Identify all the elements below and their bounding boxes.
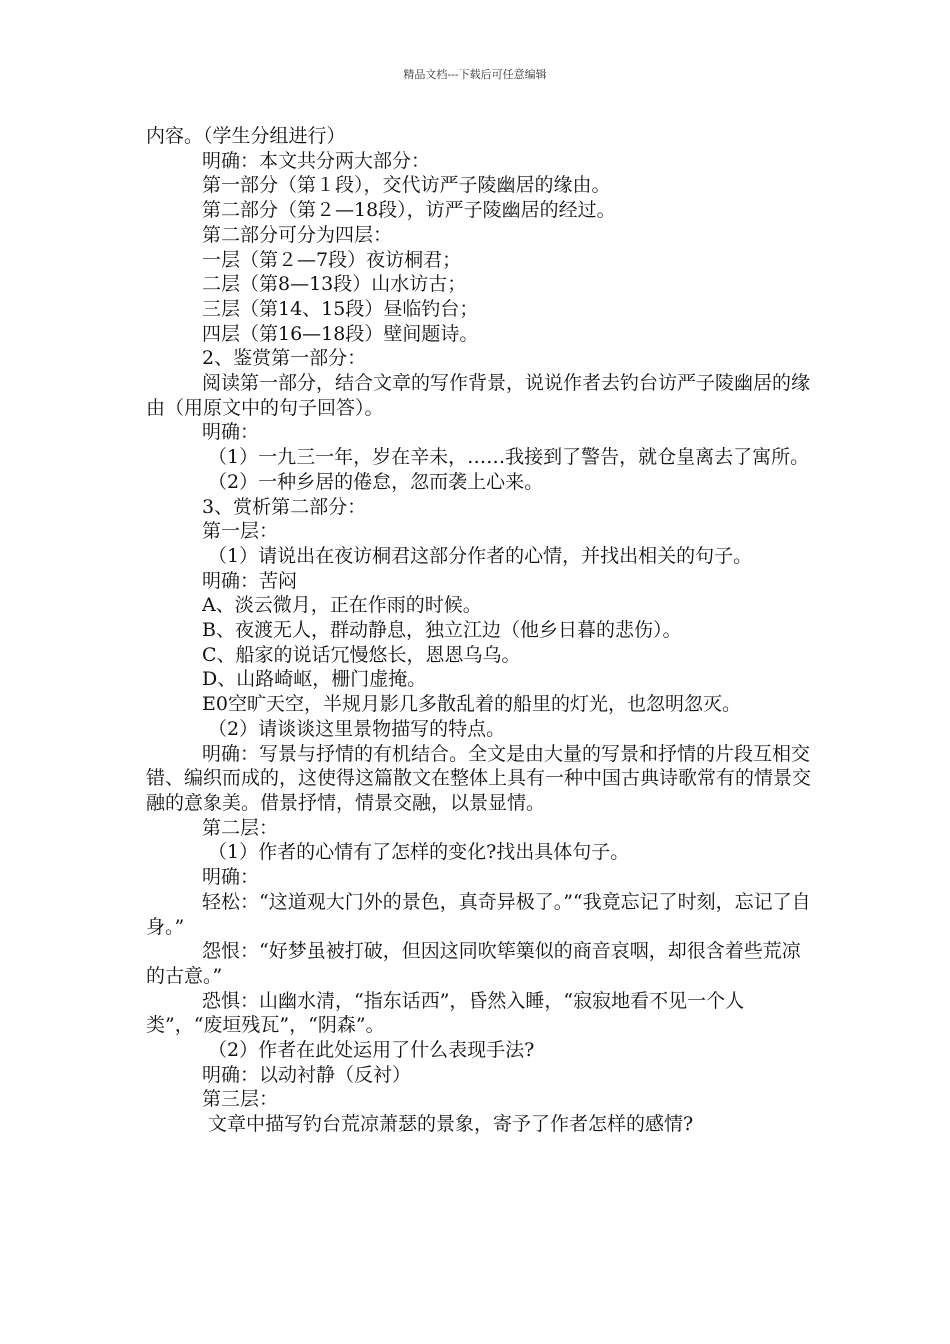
paragraph: （1）作者的心情有了怎样的变化?找出具体句子。	[208, 841, 630, 864]
page-header: 精品文档---下载后可任意编辑	[403, 68, 547, 81]
paragraph: 内容。（学生分组进行）	[146, 125, 346, 147]
paragraph: 第二部分（第２—18段），访严子陵幽居的经过。	[202, 199, 616, 222]
paragraph: 明确：苦闷	[202, 569, 298, 592]
paragraph: 轻松：“这道观大门外的景色，真奇异极了。”“我竟忘记了时刻，忘记了自身。”	[146, 890, 811, 938]
paragraph: B、夜渡无人，群动静息，独立江边（他乡日暮的悲伤）。	[202, 619, 682, 642]
paragraph: 第二层：	[202, 816, 279, 839]
paragraph: （2）请谈谈这里景物描写的特点。	[208, 717, 506, 740]
paragraph: 第三层：	[202, 1088, 279, 1111]
paragraph: 四层（第16—18段）壁间题诗。	[202, 322, 479, 345]
paragraph: 二层（第8—13段）山水访古；	[202, 273, 467, 296]
paragraph: 文章中描写钓台荒凉萧瑟的景象，寄予了作者怎样的感情?	[208, 1113, 694, 1136]
paragraph: （2）作者在此处运用了什么表现手法?	[208, 1039, 535, 1062]
paragraph: 明确：写景与抒情的有机结合。全文是由大量的写景和抒情的片段互相交错、编织而成的，这使得这篇散文在整体上具有一种中国古典诗歌常有的情景交融的意象美。借景抒情，情景交融，以景显情。	[146, 742, 812, 814]
paragraph: （2）一种乡居的倦怠，忽而袭上心来。	[208, 470, 544, 493]
paragraph: 明确：	[202, 421, 260, 444]
paragraph: C、船家的说话冗慢悠长，恩恩乌乌。	[202, 643, 521, 666]
paragraph: D、山路崎岖，栅门虚掩。	[202, 668, 427, 691]
paragraph: 怨恨：“好梦虽被打破，但因这同吹筚篥似的商音哀咽，却很含着些荒凉的古意。”	[146, 940, 801, 987]
paragraph: 明确：本文共分两大部分：	[202, 149, 431, 172]
paragraph: 第二部分可分为四层：	[202, 223, 393, 246]
paragraph: 3、赏析第二部分：	[202, 495, 367, 518]
paragraph: （1）请说出在夜访桐君这部分作者的心情，并找出相关的句子。	[208, 544, 753, 567]
document-body	[146, 124, 816, 1137]
paragraph: 第一层：	[202, 520, 279, 543]
paragraph: 第一部分（第１段），交代访严子陵幽居的缘由。	[202, 174, 611, 197]
paragraph: 明确：	[202, 866, 260, 889]
paragraph: E0空旷天空，半规月影几多散乱着的船里的灯光，也忽明忽灭。	[202, 693, 741, 716]
paragraph: 一层（第２—7段）夜访桐君；	[202, 248, 462, 271]
paragraph: 三层（第14、15段）昼临钓台；	[202, 297, 479, 320]
paragraph: 恐惧：山幽水清，“指东话西”，昏然入睡，“寂寂地看不见一个人类”，“废垣残瓦”，“阴森”。	[146, 989, 745, 1037]
paragraph: 2、鉴赏第一部分：	[202, 347, 367, 370]
paragraph: 明确：以动衬静（反衬）	[202, 1063, 412, 1086]
paragraph: （1）一九三一年，岁在辛未，……我接到了警告，就仓皇离去了寓所。	[208, 446, 810, 469]
paragraph: A、淡云微月，正在作雨的时候。	[202, 594, 482, 617]
paragraph: 阅读第一部分，结合文章的写作背景，说说作者去钓台访严子陵幽居的缘由（用原文中的句子回答）。	[146, 372, 811, 419]
